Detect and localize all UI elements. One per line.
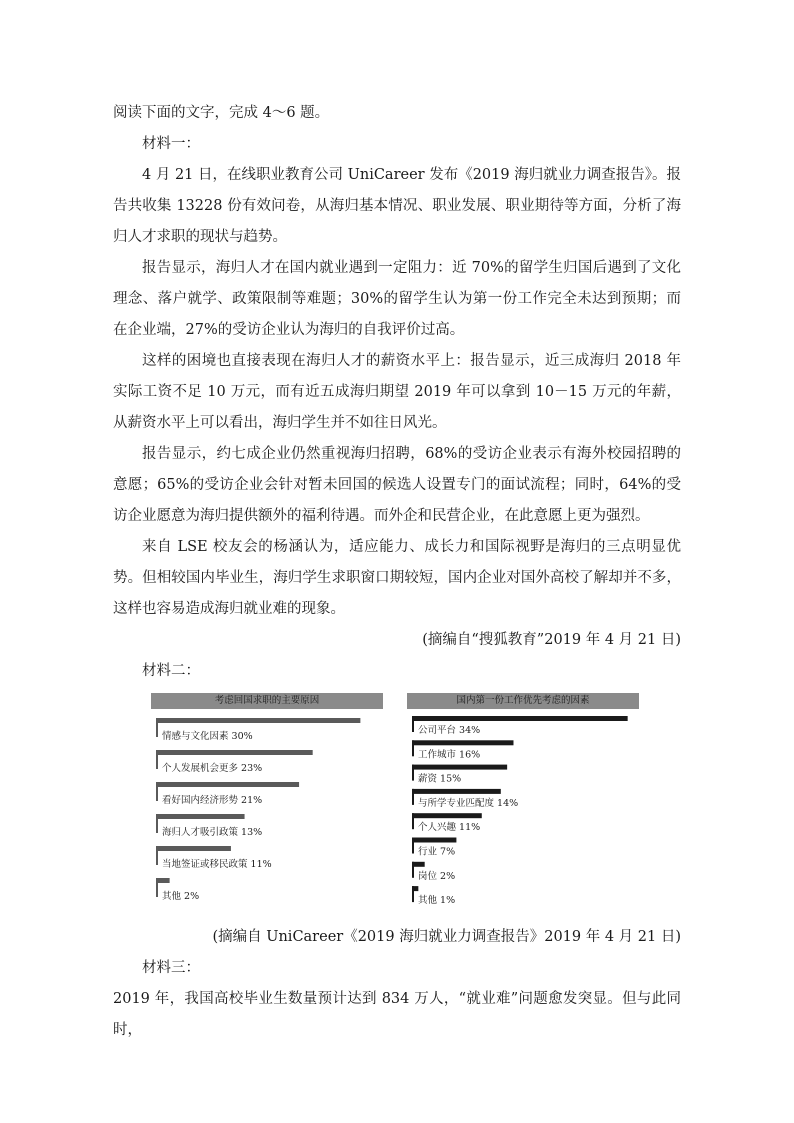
bar-2 bbox=[412, 765, 507, 770]
bar-7 bbox=[412, 886, 418, 891]
material1-paragraph-4: 报告显示，约七成企业仍然重视海归招聘，68%的受访企业表示有海外校园招聘的意愿；65%的受访企业会针对暂未回国的候选人设置专门的面试流程；同时，64%的受访企业愿意为海归提供额外的福利待遇。而外企和民营企业，在此意愿上更为强烈。 bbox=[113, 446, 681, 524]
document-page bbox=[113, 98, 681, 1046]
bar-3 bbox=[412, 789, 501, 794]
bar-6 bbox=[412, 862, 425, 867]
material1-heading: 材料一： bbox=[142, 136, 200, 152]
bar-label-1: 工作城市 16% bbox=[418, 749, 481, 761]
material1-paragraph-5: 来自 LSE 校友会的杨涵认为，适应能力、成长力和国际视野是海归的三点明显优势。但相较国内毕业生，海归学生求职窗口期较短，国内企业对国外高校了解却并不多，这样也容易造成海归就业难的现象。 bbox=[113, 539, 681, 617]
bar-0 bbox=[156, 718, 360, 723]
material2-heading: 材料二： bbox=[142, 663, 200, 679]
bar-label-4: 个人兴趣 11% bbox=[418, 822, 481, 834]
bar-label-4: 当地签证或移民政策 11% bbox=[162, 859, 272, 870]
bar-label-5: 其他 2% bbox=[162, 891, 200, 902]
chart-plot bbox=[407, 709, 639, 918]
bar-label-0: 情感与文化因素 30% bbox=[162, 731, 253, 742]
bar-3 bbox=[156, 814, 245, 819]
material3-heading: 材料三： bbox=[142, 960, 200, 976]
chart-return-reasons bbox=[151, 693, 383, 918]
bar-label-5: 行业 7% bbox=[418, 846, 456, 858]
bar-4 bbox=[156, 846, 231, 851]
bar-5 bbox=[156, 878, 170, 883]
bar-label-6: 岗位 2% bbox=[418, 870, 456, 882]
chart-first-job-factors bbox=[407, 693, 639, 918]
intro-instruction: 阅读下面的文字，完成 4～6 题。 bbox=[113, 105, 330, 121]
material1-paragraph-2: 报告显示，海归人才在国内就业遇到一定阻力：近 70%的留学生归国后遇到了文化理念、落户就学、政策限制等难题；30%的留学生认为第一份工作完全未达到预期；而在企业端，27%的受访企业认为海归的自我评价过高。 bbox=[113, 260, 681, 338]
bar-0 bbox=[412, 716, 628, 721]
material1-source: (摘编自“搜狐教育”2019 年 4 月 21 日) bbox=[422, 632, 681, 648]
material2-source: (摘编自 UniCareer《2019 海归就业力调查报告》2019 年 4 月 21 日) bbox=[212, 929, 681, 945]
bar-label-3: 与所学专业匹配度 14% bbox=[418, 797, 519, 809]
material2-charts bbox=[113, 693, 681, 918]
bar-label-2: 看好国内经济形势 21% bbox=[162, 795, 263, 806]
bar-label-3: 海归人才吸引政策 13% bbox=[162, 827, 263, 838]
bar-label-7: 其他 1% bbox=[418, 895, 456, 907]
bar-2 bbox=[156, 782, 299, 787]
chart-title: 考虑回国求职的主要原因 bbox=[151, 693, 383, 709]
bar-1 bbox=[412, 740, 513, 745]
bar-label-0: 公司平台 34% bbox=[418, 725, 481, 736]
material1-paragraph-1: 4 月 21 日，在线职业教育公司 UniCareer 发布《2019 海归就业力调查报告》。报告共收集 13228 份有效问卷，从海归基本情况、职业发展、职业期待等方面，分析了海归人才求职的现状与趋势。 bbox=[113, 167, 681, 245]
bar-label-1: 个人发展机会更多 23% bbox=[162, 763, 263, 774]
material3-paragraph-1: 2019 年，我国高校毕业生数量预计达到 834 万人，“就业难”问题愈发突显。但与此同时， bbox=[113, 991, 681, 1038]
material1-paragraph-3: 这样的困境也直接表现在海归人才的薪资水平上：报告显示，近三成海归 2018 年实际工资不足 10 万元，而有近五成海归期望 2019 年可以拿到 10－15 万元的年薪，从薪资水平上可以看出，海归学生并不如往日风光。 bbox=[113, 353, 681, 431]
bar-1 bbox=[156, 750, 313, 755]
chart-plot bbox=[151, 709, 383, 918]
chart-title: 国内第一份工作优先考虑的因素 bbox=[407, 693, 639, 709]
bar-label-2: 薪资 15% bbox=[418, 773, 462, 785]
bar-5 bbox=[412, 838, 456, 843]
bar-4 bbox=[412, 813, 482, 818]
